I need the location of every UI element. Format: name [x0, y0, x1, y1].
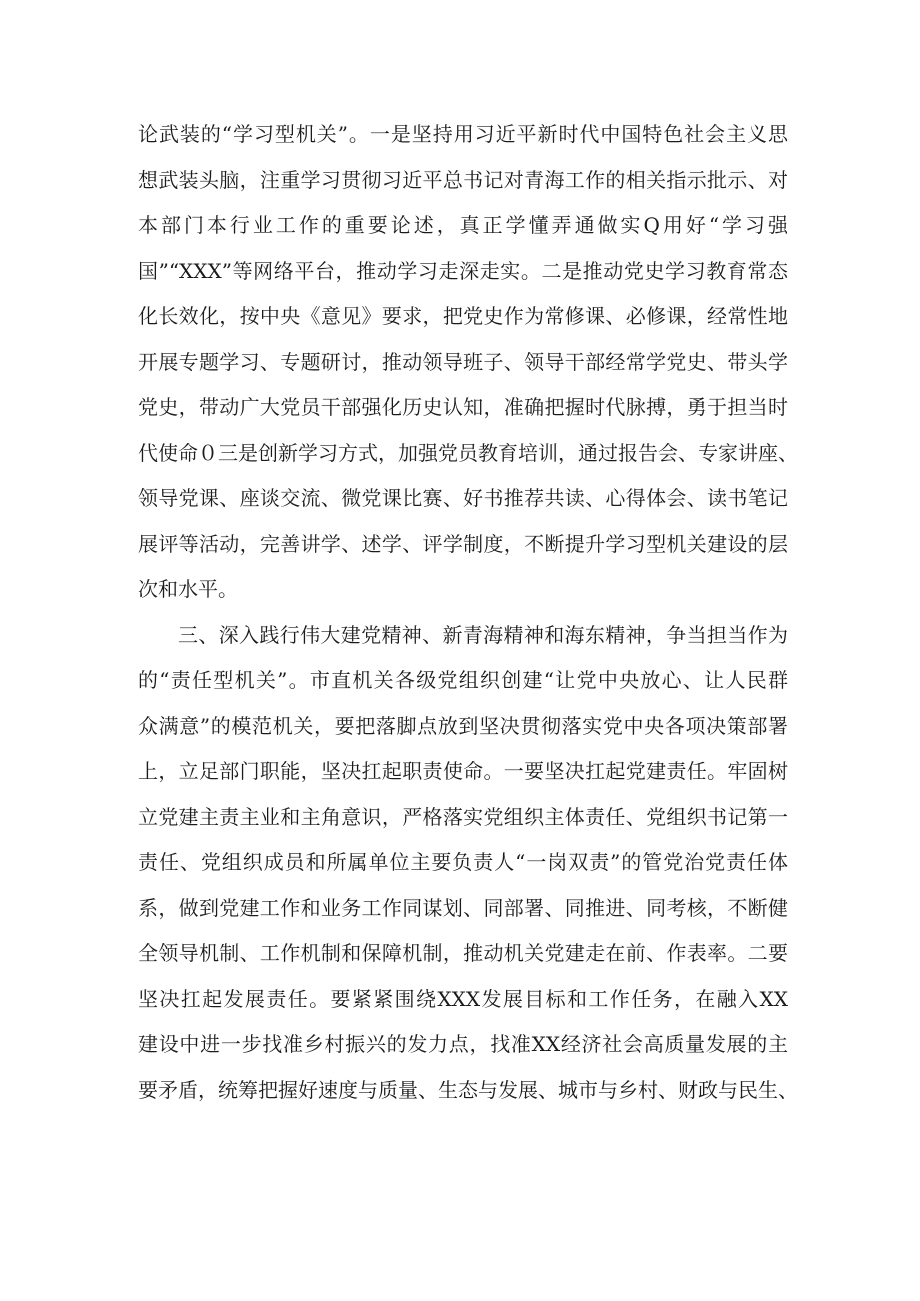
- paragraph-responsibility-organ: [138, 613, 798, 1114]
- paragraph-learning-organ: [138, 112, 798, 613]
- paragraph-line: 次和水平。: [138, 577, 238, 601]
- paragraph-line: 想武装头脑，注重学习贯彻习近平总书记对青海工作的相关指示批示、对: [138, 167, 788, 192]
- paragraph-line: 三、深入践行伟大建党精神、新青海精神和海东精神，争当担当作为: [178, 622, 788, 647]
- paragraph-line: 化长效化，按中央《意见》要求，把党史作为常修课、必修课，经常性地: [138, 304, 788, 328]
- paragraph-line: 本部门本行业工作的重要论述，真正学懂弄通做实Q用好“学习强: [138, 213, 788, 237]
- paragraph-line: 展评等活动，完善讲学、述学、评学制度，不断提升学习型机关建设的层: [138, 531, 788, 556]
- paragraph-line: 立党建主责主业和主角意识，严格落实党组织主体责任、党组织书记第一: [138, 804, 788, 829]
- paragraph-line: 论武装的“学习型机关”。一是坚持用习近平新时代中国特色社会主义思: [138, 122, 788, 146]
- document-body: [138, 112, 798, 1113]
- paragraph-line: 坚决扛起发展责任。要紧紧围绕XXX发展目标和工作任务，在融入XX: [138, 986, 788, 1011]
- paragraph-line: 的“责任型机关”。市直机关各级党组织创建“让党中央放心、让人民群: [138, 668, 788, 692]
- paragraph-line: 要矛盾，统筹把握好速度与质量、生态与发展、城市与乡村、财政与民生、: [138, 1077, 798, 1102]
- paragraph-line: 上，立足部门职能，坚决扛起职责使命。一要坚决扛起党建责任。牢固树: [138, 759, 788, 783]
- paragraph-line: 党史，带动广大党员干部强化历史认知，准确把握时代脉搏，勇于担当时: [138, 395, 788, 419]
- paragraph-line: 众满意”的模范机关，要把落脚点放到坚决贯彻落实党中央各项决策部署: [138, 713, 788, 738]
- paragraph-line: 系，做到党建工作和业务工作同谋划、同部署、同推进、同考核，不断健: [138, 895, 788, 920]
- paragraph-line: 全领导机制、工作机制和保障机制，推动机关党建走在前、作表率。二要: [138, 941, 788, 965]
- paragraph-line: 责任、党组织成员和所属单位主要负责人“一岗双责”的管党治党责任体: [138, 850, 788, 874]
- paragraph-line: 开展专题学习、专题研讨，推动领导班子、领导干部经常学党史、带头学: [138, 349, 788, 374]
- paragraph-line: 建设中进一步找准乡村振兴的发力点，找准XX经济社会高质量发展的主: [138, 1032, 788, 1056]
- paragraph-line: 国”“XXX”等网络平台，推动学习走深走实。二是推动党史学习教育常态: [138, 258, 788, 283]
- paragraph-line: 代使命０三是创新学习方式，加强党员教育培训，通过报告会、专家讲座、: [138, 440, 798, 465]
- paragraph-line: 领导党课、座谈交流、微党课比赛、好书推荐共读、心得体会、读书笔记: [138, 486, 788, 510]
